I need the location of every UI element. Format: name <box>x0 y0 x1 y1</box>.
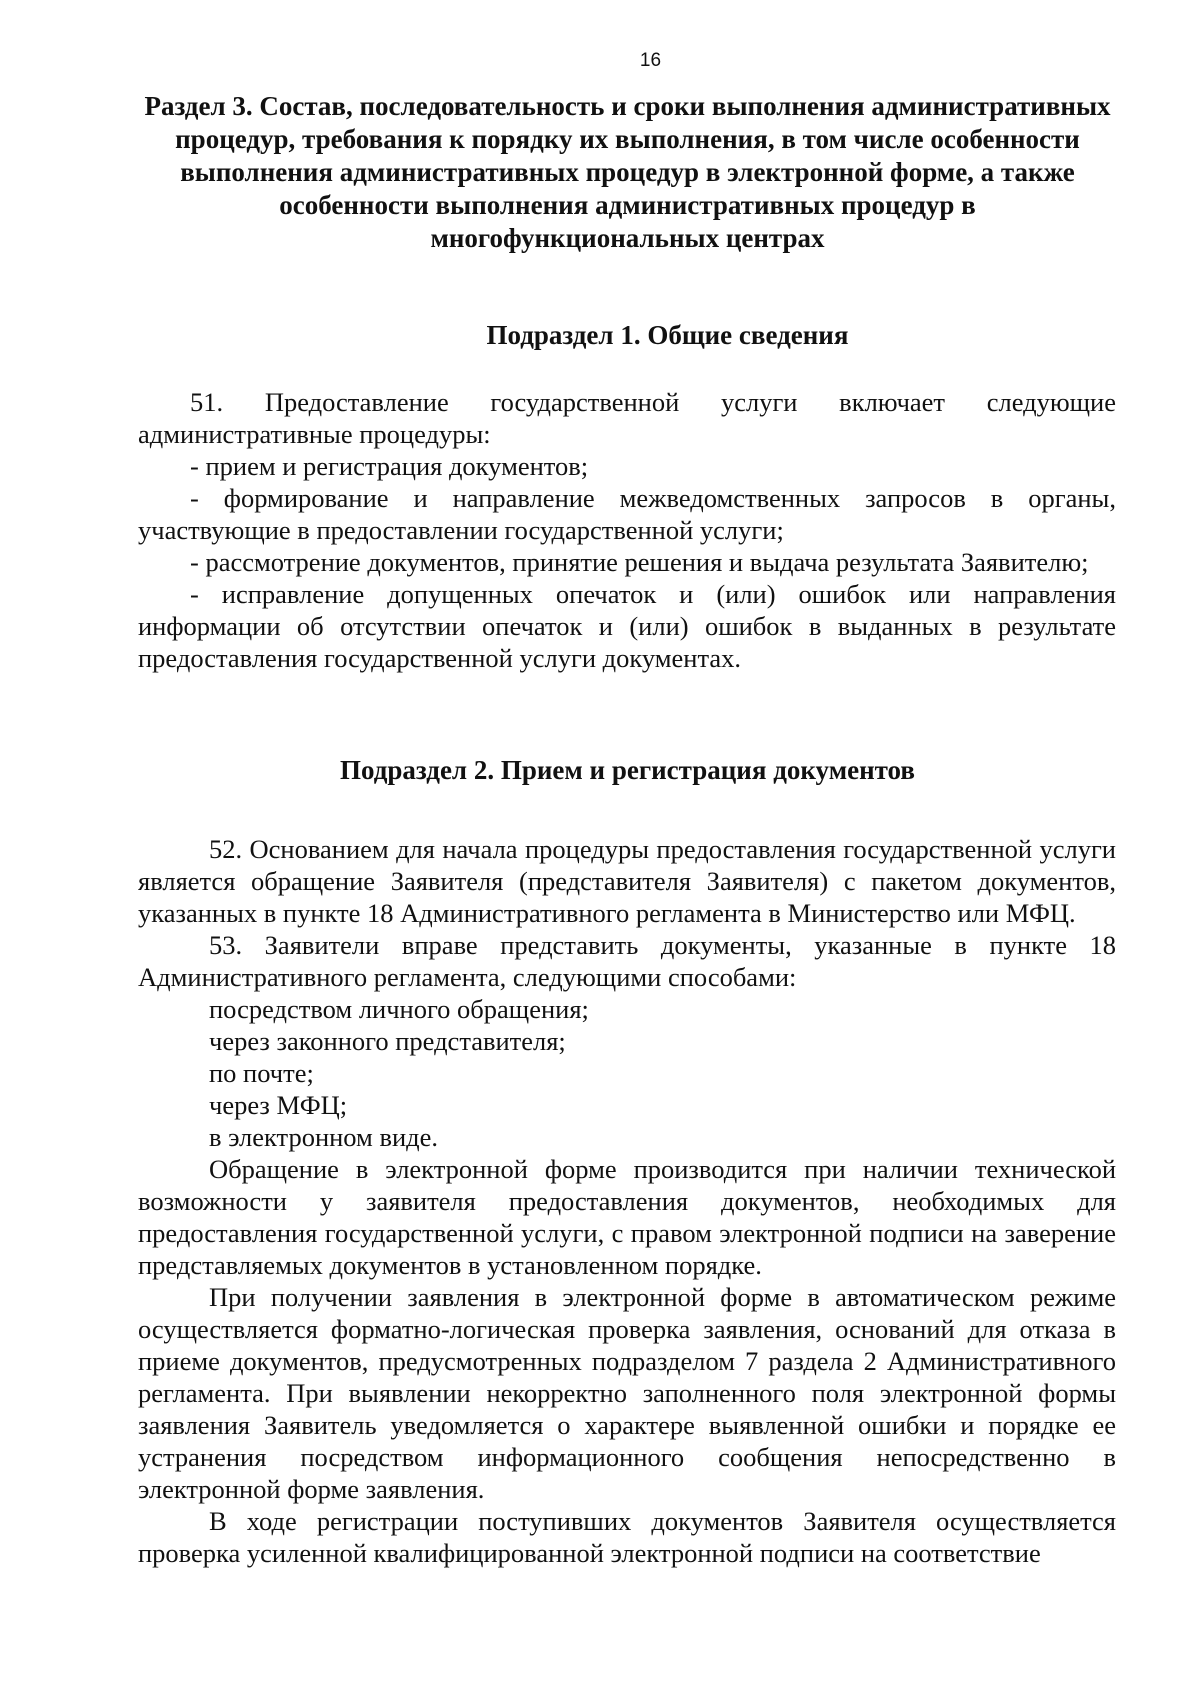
paragraph-52: 52. Основанием для начала процедуры предоставления государственной услуги является обращение Заявителя (представителя Заявителя) с пакетом документов, указанных в пункте 18 Административного регламента в Министерство или МФЦ. <box>138 834 1116 928</box>
paragraph-electronic-submission: Обращение в электронной форме производится при наличии технической возможности у заявителя предоставления документов, необходимых для предоставления государственной услуги, с правом электронной подписи на заверение представляемых документов в установленном порядке. <box>138 1154 1116 1280</box>
paragraph-53: 53. Заявители вправе представить документы, указанные в пункте 18 Административного регламента, следующими способами: <box>138 930 1116 992</box>
page-number: 16 <box>639 50 662 71</box>
subsection-2-heading: Подраздел 2. Прием и регистрация документов <box>340 755 915 785</box>
method-item-2: через законного представителя; <box>209 1026 566 1056</box>
procedure-item-4: - исправление допущенных опечаток и (или) ошибок или направления информации об отсутствии опечаток и (или) ошибок в выданных в результате предоставления государственной услуги документах. <box>138 579 1116 673</box>
procedure-item-1: - прием и регистрация документов; <box>190 451 589 481</box>
method-item-5: в электронном виде. <box>209 1122 439 1152</box>
procedure-item-3: - рассмотрение документов, принятие решения и выдача результата Заявителю; <box>190 547 1089 577</box>
paragraph-format-check: При получении заявления в электронной форме в автоматическом режиме осуществляется форматно-логическая проверка заявления, оснований для отказа в приеме документов, предусмотренных подразделом 7 раздела 2 Административного регламента. При выявлении некорректно заполненного поля электронной формы заявления Заявитель уведомляется о характере выявленной ошибки и порядке ее устранения посредством информационного сообщения непосредственно в электронной форме заявления. <box>138 1282 1116 1504</box>
method-item-1: посредством личного обращения; <box>209 994 589 1024</box>
procedure-item-2: - формирование и направление межведомственных запросов в органы, участвующие в предоставлении государственной услуги; <box>138 483 1116 545</box>
subsection-1-heading: Подраздел 1. Общие сведения <box>486 320 849 350</box>
paragraph-registration: В ходе регистрации поступивших документов Заявителя осуществляется проверка усиленной квалифицированной электронной подписи на соответствие <box>138 1506 1116 1568</box>
paragraph-51: 51. Предоставление государственной услуги включает следующие административные процедуры: <box>138 387 1116 449</box>
method-item-4: через МФЦ; <box>209 1090 348 1120</box>
section-heading: Раздел 3. Состав, последовательность и сроки выполнения административных процедур, требования к порядку их выполнения, в том числе особенности выполнения административных процедур в электронной форме, а также особенности выполнения административных процедур в многофункциональных центрах <box>144 91 1111 253</box>
subsection-2-body <box>138 833 1116 1569</box>
subsection-1-body <box>138 386 1116 674</box>
method-item-3: по почте; <box>209 1058 314 1088</box>
